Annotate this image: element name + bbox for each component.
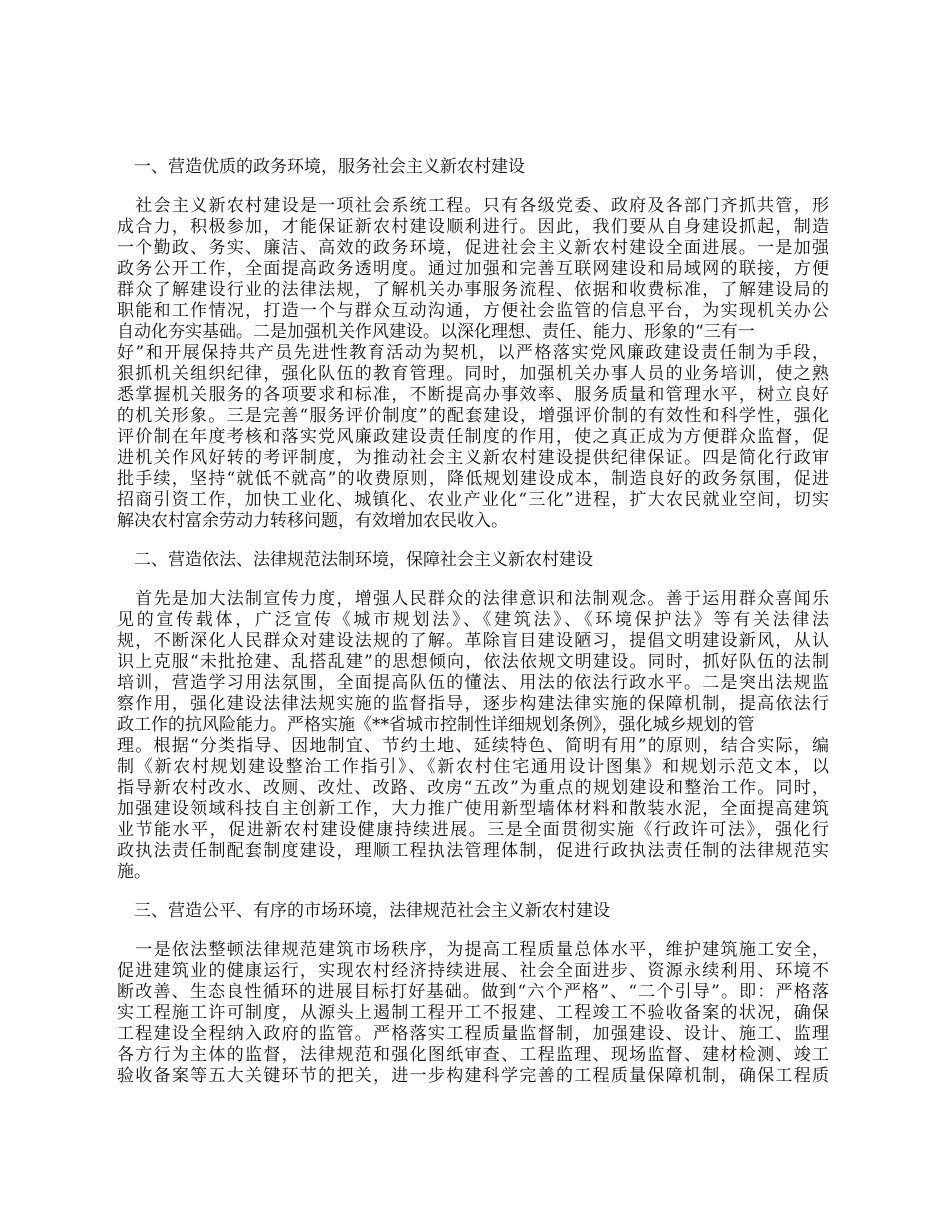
section-2-heading: 二、营造依法、法律规范法制环境，保障社会主义新农村建设 <box>117 550 593 570</box>
paragraph-line: 施。 <box>117 862 151 882</box>
paragraph-line: 培训，营造学习用法氛围，全面提高队伍的懂法、用法的依法行政水平。二是突出法规监 <box>117 673 829 693</box>
paragraph-line: 悉掌握机关服务的各项要求和标准，不断提高办事效率、服务质量和管理水平，树立良好 <box>117 385 829 405</box>
paragraph-line: 识上克服“未批抢建、乱搭乱建”的思想倾向，依法依规文明建设。同时，抓好队伍的法制 <box>117 652 829 672</box>
section-1-heading: 一、营造优质的政务环境，服务社会主义新农村建设 <box>117 157 525 177</box>
paragraph-line: 批手续，坚持“就低不就高”的收费原则，降低规划建设成本，制造良好的政务氛围，促进 <box>117 469 829 489</box>
paragraph-line: 进机关作风好转的考评制度，为推动社会主义新农村建设提供纪律保证。四是简化行政审 <box>117 448 829 468</box>
paragraph-line: 验收备案等五大关键环节的把关，进一步构建科学完善的工程质量保障机制，确保工程质 <box>117 1066 829 1086</box>
paragraph-line: 职能和工作情况，打造一个与群众互动沟通，方便社会监管的信息平台，为实现机关办公 <box>117 301 829 321</box>
paragraph-line: 好”和开展保持共产员先进性教育活动为契机，以严格落实党风廉政建设责任制为手段， <box>117 343 829 363</box>
paragraph-line: 社会主义新农村建设是一项社会系统工程。只有各级党委、政府及各部门齐抓共管，形 <box>117 196 829 216</box>
paragraph-line: 政务公开工作，全面提高政务透明度。通过加强和完善互联网建设和局域网的联接，方便 <box>117 259 829 279</box>
paragraph-line: 群众了解建设行业的法律法规，了解机关办事服务流程、依据和收费标准，了解建设局的 <box>117 280 829 300</box>
paragraph-line: 政执法责任制配套制度建设，理顺工程执法管理体制，促进行政执法责任制的法律规范实 <box>117 841 829 861</box>
paragraph-line: 的机关形象。三是完善“服务评价制度”的配套建设，增强评价制的有效性和科学性，强化 <box>117 406 829 426</box>
section-3-heading: 三、营造公平、有序的市场环境，法律规范社会主义新农村建设 <box>117 901 610 921</box>
paragraph-line: 断改善、生态良性循环的进展目标打好基础。做到“六个严格”、“二个引导”。即：严格落 <box>117 982 829 1002</box>
paragraph-line: 实工程施工许可制度，从源头上遏制工程开工不报建、工程竣工不验收备案的状况，确保 <box>117 1003 829 1023</box>
paragraph-line: 见的宣传载体，广泛宣传《城市规划法》、《建筑法》、《环境保护法》等有关法律法 <box>117 610 829 630</box>
paragraph-line: 加强建设领域科技自主创新工作，大力推广使用新型墙体材料和散装水泥，全面提高建筑 <box>117 799 829 819</box>
paragraph-line: 一个勤政、务实、廉洁、高效的政务环境，促进社会主义新农村建设全面进展。一是加强 <box>117 238 829 258</box>
paragraph-line: 一是依法整顿法律规范建筑市场秩序，为提高工程质量总体水平，维护建筑施工安全， <box>117 940 829 960</box>
paragraph-line: 制《新农村规划建设整治工作指引》、《新农村住宅通用设计图集》和规划示范文本，以 <box>117 757 829 777</box>
document-body <box>117 157 829 1087</box>
section-3-paragraph <box>117 940 829 1087</box>
paragraph-line: 首先是加大法制宣传力度，增强人民群众的法律意识和法制观念。善于运用群众喜闻乐 <box>117 589 829 609</box>
paragraph-line: 理。根据“分类指导、因地制宜、节约土地、延续特色、简明有用”的原则，结合实际，编 <box>117 736 829 756</box>
paragraph-line: 察作用，强化建设法律法规实施的监督指导，逐步构建法律实施的保障机制，提高依法行 <box>117 694 829 714</box>
paragraph-line: 狠抓机关组织纪律，强化队伍的教育管理。同时，加强机关办事人员的业务培训，使之熟 <box>117 364 829 384</box>
paragraph-line: 各方行为主体的监督，法律规范和强化图纸审查、工程监理、现场监督、建材检测、竣工 <box>117 1045 829 1065</box>
paragraph-line: 指导新农村改水、改厕、改灶、改路、改房“五改”为重点的规划建设和整治工作。同时， <box>117 778 829 798</box>
paragraph-line: 解决农村富余劳动力转移问题，有效增加农民收入。 <box>117 511 508 531</box>
paragraph-line: 成合力，积极参加，才能保证新农村建设顺利进行。因此，我们要从自身建设抓起，制造 <box>117 217 829 237</box>
section-1-paragraph <box>117 196 829 532</box>
paragraph-line: 政工作的抗风险能力。严格实施《**省城市控制性详细规划条例》，强化城乡规划的管 <box>117 715 755 735</box>
paragraph-line: 工程建设全程纳入政府的监管。严格落实工程质量监督制，加强建设、设计、施工、监理 <box>117 1024 829 1044</box>
paragraph-line: 业节能水平，促进新农村建设健康持续进展。三是全面贯彻实施《行政许可法》，强化行 <box>117 820 829 840</box>
paragraph-line: 规，不断深化人民群众对建设法规的了解。革除盲目建设陋习，提倡文明建设新风，从认 <box>117 631 829 651</box>
paragraph-line: 促进建筑业的健康运行，实现农村经济持续进展、社会全面进步、资源永续利用、环境不 <box>117 961 829 981</box>
section-2-paragraph <box>117 589 829 883</box>
paragraph-line: 自动化夯实基础。二是加强机关作风建设。以深化理想、责任、能力、形象的“三有一 <box>117 322 755 342</box>
paragraph-line: 评价制在年度考核和落实党风廉政建设责任制度的作用，使之真正成为方便群众监督，促 <box>117 427 829 447</box>
paragraph-line: 招商引资工作，加快工业化、城镇化、农业产业化“三化”进程，扩大农民就业空间，切实 <box>117 490 829 510</box>
